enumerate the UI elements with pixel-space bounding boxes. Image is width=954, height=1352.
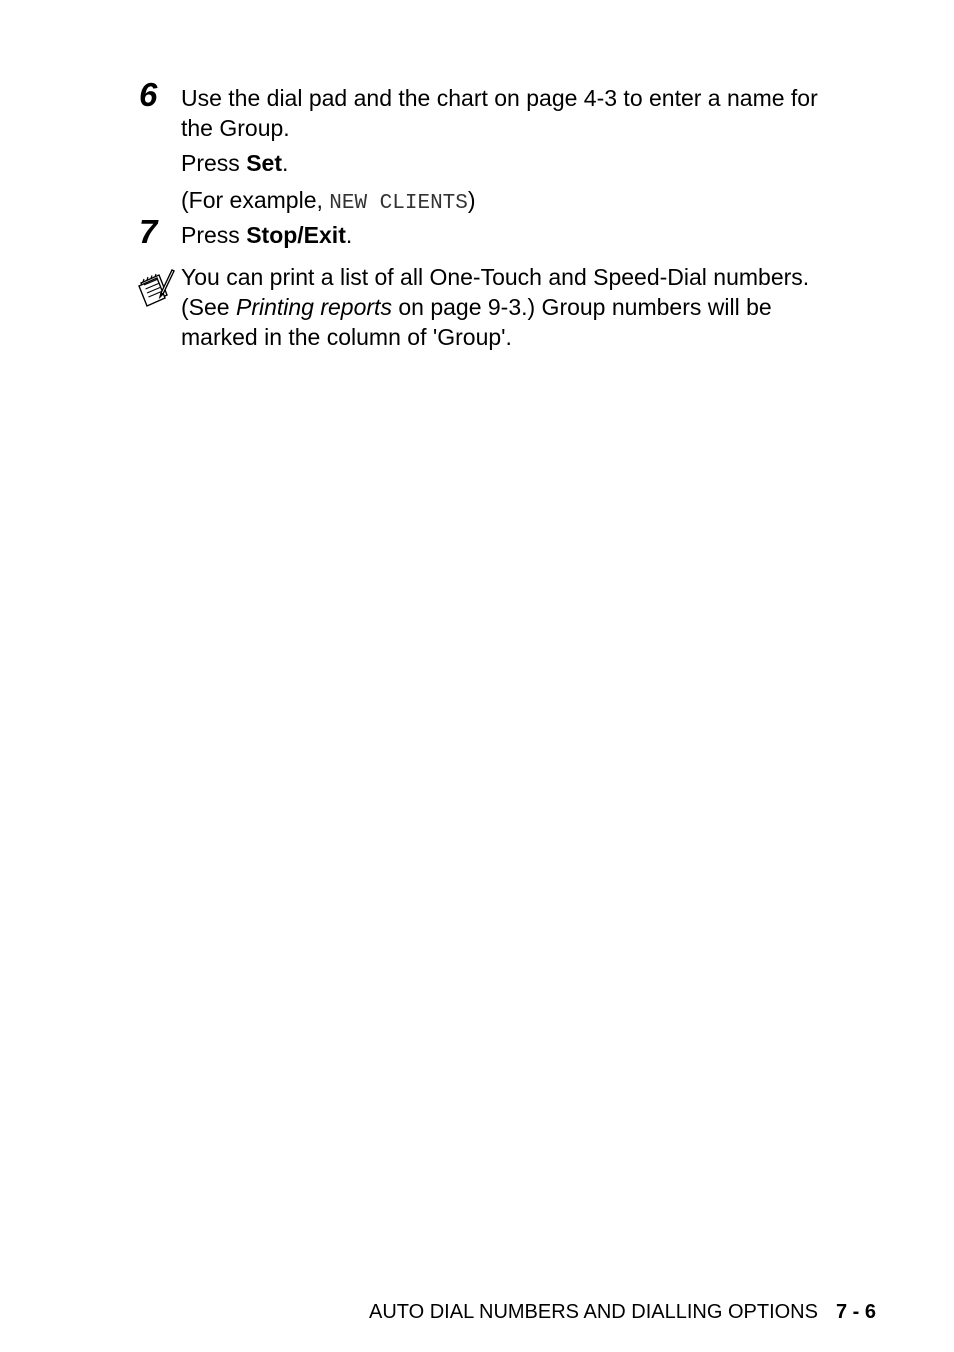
note-line-1: You can print a list of all One-Touch and Speed-Dial numbers. bbox=[181, 264, 810, 290]
press-suffix: . bbox=[345, 222, 353, 248]
note-line-2 bbox=[181, 292, 881, 322]
step-6-press-line bbox=[181, 148, 881, 178]
printing-reports-reference: Printing reports bbox=[235, 294, 392, 320]
example-prefix: (For example, bbox=[181, 187, 330, 213]
note-pad-pencil-icon bbox=[137, 267, 175, 309]
note-see-prefix: (See bbox=[181, 294, 236, 320]
set-key-label: Set bbox=[246, 150, 282, 176]
step-6-line-2: the Group. bbox=[181, 115, 290, 141]
page-footer bbox=[369, 1300, 876, 1324]
note-line-3: marked in the column of 'Group'. bbox=[181, 324, 512, 350]
step-number: 7 bbox=[139, 213, 158, 250]
page-number: 7 - 6 bbox=[835, 1301, 876, 1323]
lcd-example-text: NEW CLIENTS bbox=[329, 192, 468, 215]
press-prefix: Press bbox=[181, 150, 247, 176]
example-suffix: ) bbox=[467, 187, 476, 213]
step-7-press-line bbox=[181, 220, 881, 250]
press-prefix: Press bbox=[181, 222, 247, 248]
press-suffix: . bbox=[281, 150, 289, 176]
note-text bbox=[181, 262, 881, 352]
step-6-line-1: Use the dial pad and the chart on page 4-3 to enter a name for bbox=[181, 85, 818, 111]
step-6-instruction bbox=[181, 83, 881, 143]
chapter-title: AUTO DIAL NUMBERS AND DIALLING OPTIONS bbox=[368, 1301, 818, 1323]
step-6-example-line bbox=[181, 185, 881, 219]
note-see-suffix: on page 9-3.) Group numbers will be bbox=[391, 294, 772, 320]
stop-exit-key-label: Stop/Exit bbox=[246, 222, 346, 248]
step-number: 6 bbox=[139, 76, 158, 113]
